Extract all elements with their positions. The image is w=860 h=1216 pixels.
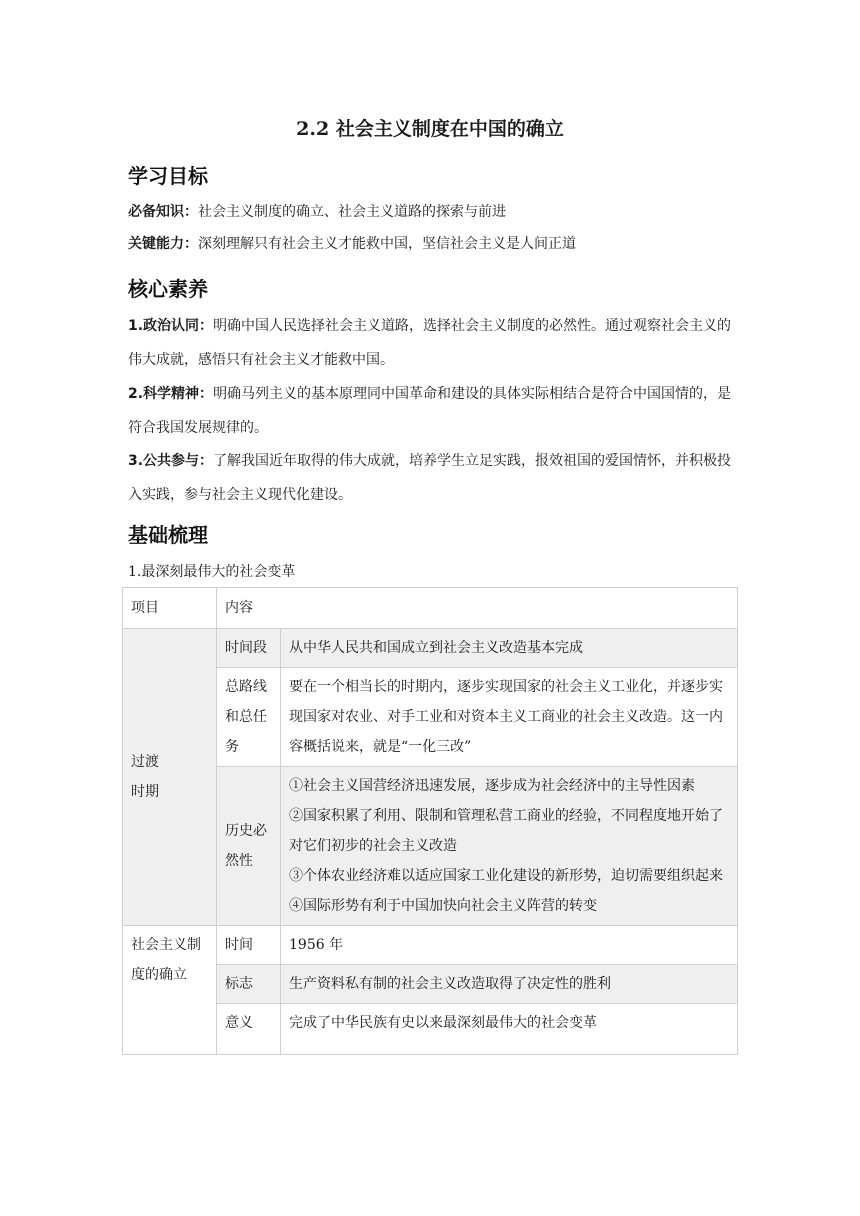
header-cell-item: 项目 xyxy=(123,588,217,629)
table-caption: 1.最深刻最伟大的社会变革 xyxy=(128,564,296,580)
period-value-cell: 从中华人民共和国成立到社会主义改造基本完成 xyxy=(281,629,738,668)
learning-goal-item xyxy=(128,227,736,261)
core-literacy-text: 明确马列主义的基本原理同中国革命和建设的具体实际相结合是符合中国国情的，是符合我国发展规律的。 xyxy=(128,386,732,436)
core-literacy-label: 3.公共参与： xyxy=(128,453,214,469)
time-label-cell: 时间 xyxy=(217,926,281,965)
table-row xyxy=(123,629,738,668)
learning-goals-heading: 学习目标 xyxy=(128,164,208,188)
time-value-cell: 1956 年 xyxy=(281,926,738,965)
necessity-item: ③个体农业经济难以适应国家工业化建设的新形势，迫切需要组织起来 xyxy=(289,868,723,884)
transition-period-cell: 过渡 时期 xyxy=(123,629,217,926)
core-literacy-text: 了解我国近年取得的伟大成就，培养学生立足实践，报效祖国的爱国情怀，并积极投入实践，参与社会主义现代化建设。 xyxy=(128,453,732,503)
core-literacy-item xyxy=(128,309,736,377)
document-title: 2.2 社会主义制度在中国的确立 xyxy=(296,118,564,140)
necessity-label-cell: 历史必然性 xyxy=(217,767,281,926)
necessity-item: ①社会主义国营经济迅速发展，逐步成为社会经济中的主导性因素 xyxy=(289,778,695,794)
general-line-value-cell: 要在一个相当长的时期内，逐步实现国家的社会主义工业化，并逐步实现国家对农业、对手工业和对资本主义工商业的社会主义改造。这一内容概括说来，就是“一化三改” xyxy=(281,668,738,767)
core-literacy-text: 明确中国人民选择社会主义道路，选择社会主义制度的必然性。通过观察社会主义的伟大成就，感悟只有社会主义才能救中国。 xyxy=(128,318,732,368)
learning-goal-label: 必备知识： xyxy=(128,204,198,220)
core-literacy-heading: 核心素养 xyxy=(128,277,208,301)
sign-label-cell: 标志 xyxy=(217,965,281,1004)
header-cell-content: 内容 xyxy=(217,588,738,629)
core-literacy-label: 1.政治认同： xyxy=(128,318,214,334)
sign-value-cell: 生产资料私有制的社会主义改造取得了决定性的胜利 xyxy=(281,965,738,1004)
meaning-label-cell: 意义 xyxy=(217,1004,281,1055)
meaning-value-cell: 完成了中华民族有史以来最深刻最伟大的社会变革 xyxy=(281,1004,738,1055)
learning-goal-item xyxy=(128,195,736,229)
table-row xyxy=(123,926,738,965)
core-literacy-item xyxy=(128,444,736,512)
learning-goal-text: 深刻理解只有社会主义才能救中国，坚信社会主义是人间正道 xyxy=(198,236,576,252)
necessity-value-cell xyxy=(281,767,738,926)
necessity-item: ④国际形势有利于中国加快向社会主义阵营的转变 xyxy=(289,898,597,914)
period-label-cell: 时间段 xyxy=(217,629,281,668)
social-change-table xyxy=(122,587,738,1055)
system-establishment-cell: 社会主义制度的确立 xyxy=(123,926,217,1055)
table-header-row xyxy=(123,588,738,629)
necessity-item: ②国家积累了利用、限制和管理私营工商业的经验，不同程度地开始了对它们初步的社会主义改造 xyxy=(289,808,723,854)
learning-goal-label: 关键能力： xyxy=(128,236,198,252)
learning-goal-text: 社会主义制度的确立、社会主义道路的探索与前进 xyxy=(198,204,506,220)
general-line-label-cell: 总路线和总任务 xyxy=(217,668,281,767)
basics-heading: 基础梳理 xyxy=(128,523,208,547)
core-literacy-label: 2.科学精神： xyxy=(128,386,214,402)
core-literacy-item xyxy=(128,377,736,445)
